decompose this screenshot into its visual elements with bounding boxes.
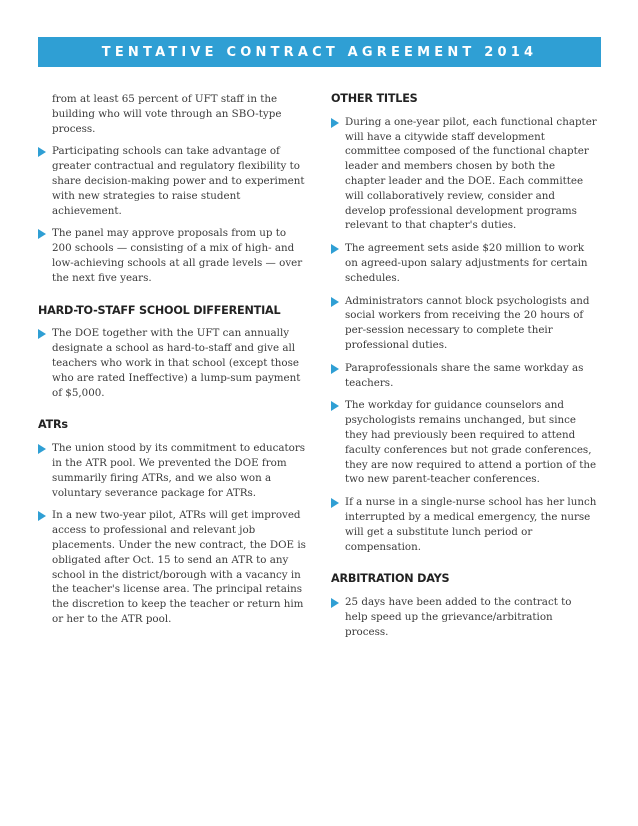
section-heading-arbitration-days: ARBITRATION DAYS bbox=[331, 572, 450, 586]
bullet-arrow-icon bbox=[38, 229, 46, 239]
bullet-text: During a one-year pilot, each functional chapter will have a citywide staff development committee composed of the functional chapter leader and members chosen by both the chapter leader and the DOE. Each committee will collaboratively review, consider and develop professional development programs relevant to that chapter's duties. bbox=[345, 115, 597, 232]
bullet-text: In a new two-year pilot, ATRs will get improved access to professional and relevant job placements. Under the new contract, the DOE is obligated after Oct. 15 to send an ATR to any school in the district/borough with a vacancy in the teacher's license area. The principal retains the discretion to keep the teacher or return him or her to the ATR pool. bbox=[52, 509, 306, 625]
bullet-item bbox=[38, 226, 306, 285]
bullet-text: The union stood by its commitment to educators in the ATR pool. We prevented the DOE from summarily firing ATRs, and we also won a voluntary severance package for ATRs. bbox=[52, 442, 306, 499]
bullet-text: If a nurse in a single-nurse school has her lunch interrupted by a medical emergency, the nurse will get a substitute lunch period or compensation. bbox=[345, 496, 597, 553]
bullet-arrow-icon bbox=[331, 364, 339, 374]
bullet-arrow-icon bbox=[331, 498, 339, 508]
bullet-item bbox=[331, 115, 597, 233]
bullet-arrow-icon bbox=[331, 244, 339, 254]
section-heading-hard-to-staff: HARD-TO-STAFF SCHOOL DIFFERENTIAL bbox=[38, 303, 281, 317]
section-heading-atrs: ATRs bbox=[38, 418, 68, 432]
bullet-arrow-icon bbox=[331, 598, 339, 608]
bullet-text: The workday for guidance counselors and psychologists remains unchanged, but since they had previously been required to attend faculty conferences but not grade conferences, they are now required to attend a portion of the two new parent-teacher conferences. bbox=[345, 399, 597, 486]
bullet-arrow-icon bbox=[38, 444, 46, 454]
bullet-text: 25 days have been added to the contract to help speed up the grievance/arbitration process. bbox=[345, 596, 572, 638]
bullet-arrow-icon bbox=[331, 297, 339, 307]
header-banner bbox=[38, 37, 601, 67]
bullet-item bbox=[331, 595, 597, 639]
bullet-arrow-icon bbox=[331, 118, 339, 128]
bullet-arrow-icon bbox=[38, 147, 46, 157]
bullet-item bbox=[38, 326, 306, 400]
bullet-item bbox=[331, 241, 597, 285]
bullet-text: The panel may approve proposals from up to 200 schools — consisting of a mix of high- and low-achieving schools at all grade levels — over the next five years. bbox=[52, 227, 303, 284]
bullet-item bbox=[38, 144, 306, 218]
intro-paragraph: from at least 65 percent of UFT staff in the building who will vote through an SBO-type process. bbox=[52, 93, 282, 135]
bullet-item bbox=[38, 441, 306, 500]
bullet-text: Participating schools can take advantage of greater contractual and regulatory flexibility to share decision-making power and to experiment with new strategies to raise student achievement. bbox=[52, 145, 305, 217]
page-title: TENTATIVE CONTRACT AGREEMENT 2014 bbox=[101, 44, 538, 60]
right-column bbox=[331, 92, 597, 648]
bullet-text: The agreement sets aside $20 million to work on agreed-upon salary adjustments for certain schedules. bbox=[345, 242, 588, 284]
bullet-item bbox=[331, 361, 597, 391]
bullet-item bbox=[331, 398, 597, 487]
left-column bbox=[38, 92, 306, 635]
bullet-text: Paraprofessionals share the same workday as teachers. bbox=[345, 361, 584, 389]
bullet-arrow-icon bbox=[38, 511, 46, 521]
bullet-text: Administrators cannot block psychologists and social workers from receiving the 20 hours of per-session necessary to complete their professional duties. bbox=[345, 294, 590, 351]
bullet-item bbox=[331, 294, 597, 353]
section-heading-other-titles: OTHER TITLES bbox=[331, 92, 418, 105]
bullet-arrow-icon bbox=[331, 401, 339, 411]
bullet-item bbox=[331, 495, 597, 554]
bullet-text: The DOE together with the UFT can annually designate a school as hard-to-staff and give all teachers who work in that school (except those who are rated Ineffective) a lump-sum payment of $5,000. bbox=[52, 327, 301, 399]
bullet-item bbox=[38, 508, 306, 626]
bullet-arrow-icon bbox=[38, 329, 46, 339]
